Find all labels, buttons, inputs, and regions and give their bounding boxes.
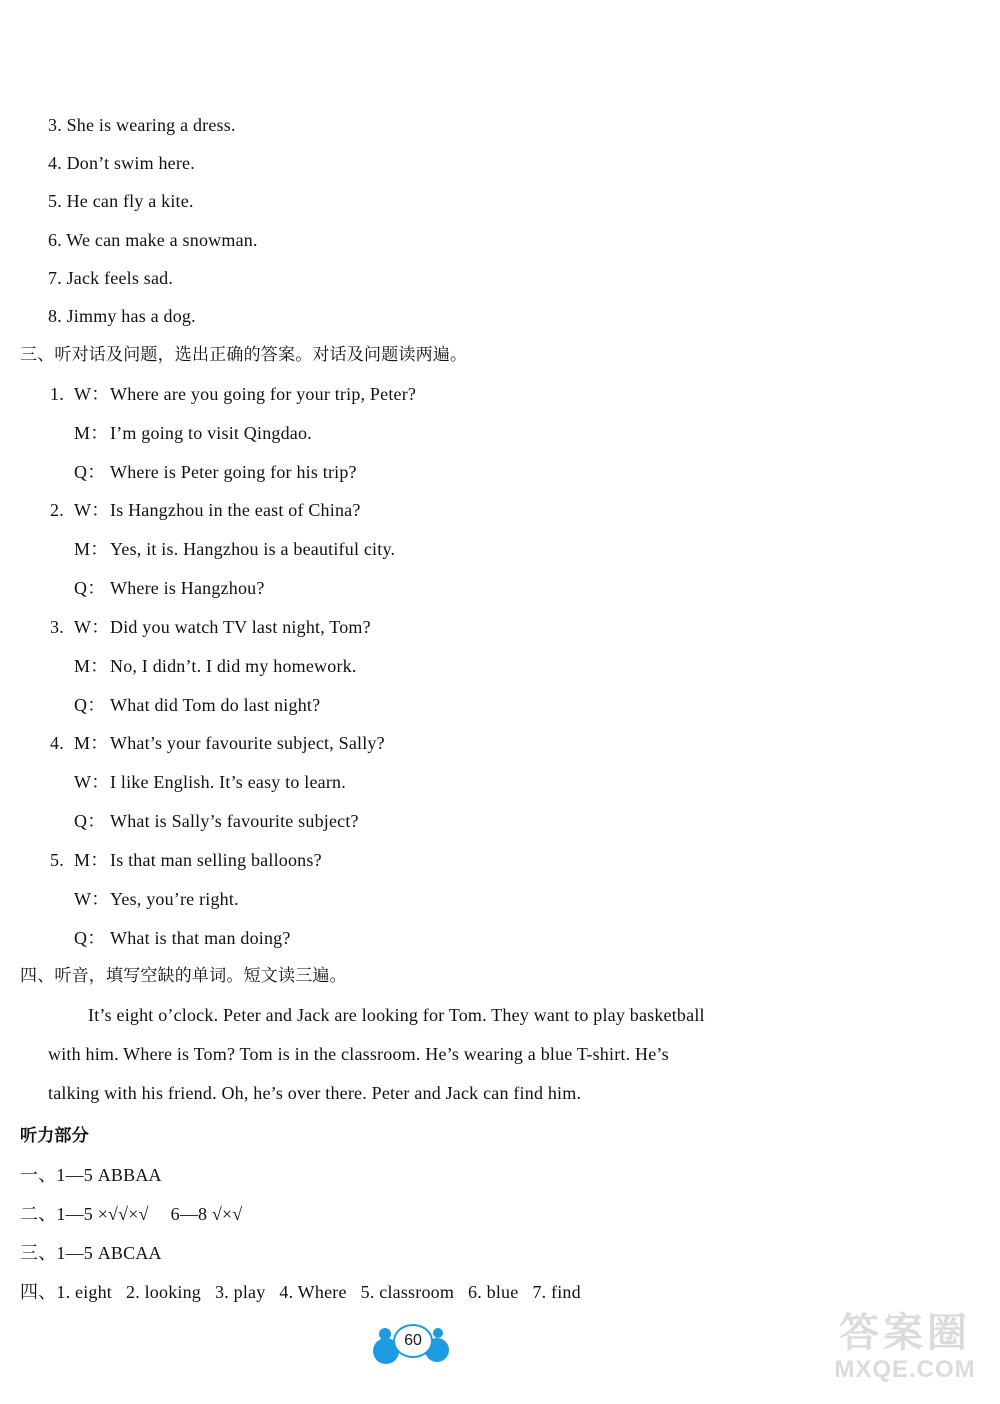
dialogue-text: Did you watch TV last night, Tom? bbox=[110, 617, 371, 637]
dialogue-2-line-1 bbox=[50, 498, 361, 522]
section3-heading: 三、听对话及问题，选出正确的答案。对话及问题读两遍。 bbox=[20, 345, 468, 365]
answer-word: 1. eight bbox=[56, 1282, 112, 1302]
answer-label: 一、 bbox=[20, 1165, 57, 1185]
answer-section-1 bbox=[20, 1163, 162, 1187]
answer-word: 2. looking bbox=[126, 1282, 202, 1302]
part2-item-5: 5. He can fly a kite. bbox=[48, 191, 194, 211]
dialogue-3-line-1 bbox=[50, 615, 371, 639]
dialogue-text: Yes, it is. Hangzhou is a beautiful city. bbox=[110, 539, 396, 559]
speaker-label: W： bbox=[74, 889, 110, 909]
answer-section-2 bbox=[20, 1202, 242, 1226]
dialogue-3-question bbox=[74, 693, 320, 717]
dialogue-text: Where is Peter going for his trip? bbox=[110, 462, 357, 482]
speaker-label: M： bbox=[74, 423, 109, 443]
dialogue-5-line-1 bbox=[50, 848, 322, 872]
dialogue-2-question bbox=[74, 576, 265, 600]
dialogue-number: 2. bbox=[50, 500, 64, 520]
answer-label: 四、 bbox=[20, 1282, 57, 1302]
dialogue-3-line-2 bbox=[74, 654, 357, 678]
section4-heading: 四、听音，填写空缺的单词。短文读三遍。 bbox=[20, 966, 347, 986]
answer-word: 3. play bbox=[215, 1282, 266, 1302]
answer-section-4 bbox=[20, 1280, 595, 1304]
speaker-label: Q： bbox=[74, 462, 106, 482]
speaker-label: W： bbox=[74, 384, 110, 404]
page-number-badge bbox=[373, 1322, 449, 1366]
bubble-decoration bbox=[379, 1328, 391, 1340]
answer-key-title: 听力部分 bbox=[20, 1126, 89, 1146]
answer-text: 1—5 ABCAA bbox=[56, 1243, 162, 1263]
dialogue-text: Where are you going for your trip, Peter? bbox=[110, 384, 417, 404]
answer-word: 7. find bbox=[532, 1282, 581, 1302]
speaker-label: M： bbox=[74, 733, 109, 753]
dialogue-5-line-2 bbox=[74, 887, 239, 911]
watermark-url: MXQE.COM bbox=[834, 1356, 976, 1383]
dialogue-1-line-2 bbox=[74, 421, 312, 445]
watermark-logo bbox=[816, 1310, 994, 1394]
speaker-label: Q： bbox=[74, 811, 106, 831]
answer-word: 5. classroom bbox=[360, 1282, 455, 1302]
dialogue-text: Is Hangzhou in the east of China? bbox=[110, 500, 361, 520]
dialogue-number: 3. bbox=[50, 617, 64, 637]
page-number: 60 bbox=[393, 1324, 433, 1358]
part2-item-6: 6. We can make a snowman. bbox=[48, 230, 258, 250]
dialogue-4-line-1 bbox=[50, 731, 385, 755]
speaker-label: Q： bbox=[74, 928, 106, 948]
dialogue-5-question bbox=[74, 926, 291, 950]
part2-item-3: 3. She is wearing a dress. bbox=[48, 115, 236, 135]
part2-item-8: 8. Jimmy has a dog. bbox=[48, 306, 196, 326]
part2-item-4: 4. Don’t swim here. bbox=[48, 153, 195, 173]
dialogue-4-line-2 bbox=[74, 770, 346, 794]
answer-word: 4. Where bbox=[279, 1282, 347, 1302]
speaker-label: W： bbox=[74, 617, 110, 637]
dialogue-number: 4. bbox=[50, 733, 64, 753]
speaker-label: M： bbox=[74, 539, 109, 559]
dialogue-2-line-2 bbox=[74, 537, 395, 561]
dialogue-number: 5. bbox=[50, 850, 64, 870]
speaker-label: M： bbox=[74, 850, 109, 870]
dialogue-4-question bbox=[74, 809, 359, 833]
dialogue-text: What is that man doing? bbox=[110, 928, 291, 948]
passage-line-3: talking with his friend. Oh, he’s over there. Peter and Jack can find him. bbox=[48, 1083, 582, 1103]
answer-text: 1—5 ABBAA bbox=[56, 1165, 162, 1185]
dialogue-text: Where is Hangzhou? bbox=[110, 578, 265, 598]
dialogue-1-line-1 bbox=[50, 382, 416, 406]
speaker-label: Q： bbox=[74, 578, 106, 598]
watermark-text: 答案圈 bbox=[839, 1311, 971, 1355]
dialogue-text: I’m going to visit Qingdao. bbox=[110, 423, 312, 443]
answer-label: 三、 bbox=[20, 1243, 57, 1263]
dialogue-text: Is that man selling balloons? bbox=[110, 850, 322, 870]
dialogue-text: I like English. It’s easy to learn. bbox=[110, 772, 346, 792]
dialogue-text: No, I didn’t. I did my homework. bbox=[110, 656, 357, 676]
answer-group-1: 1—5 ×√√×√ bbox=[56, 1204, 149, 1224]
passage-line-1: It’s eight o’clock. Peter and Jack are looking for Tom. They want to play basketball bbox=[88, 1005, 705, 1025]
speaker-label: Q： bbox=[74, 695, 106, 715]
speaker-label: W： bbox=[74, 500, 110, 520]
dialogue-text: What is Sally’s favourite subject? bbox=[110, 811, 359, 831]
dialogue-number: 1. bbox=[50, 384, 64, 404]
dialogue-1-question bbox=[74, 460, 357, 484]
answer-word: 6. blue bbox=[468, 1282, 519, 1302]
speaker-label: M： bbox=[74, 656, 109, 676]
answer-group-2: 6—8 √×√ bbox=[170, 1204, 243, 1224]
part2-item-7: 7. Jack feels sad. bbox=[48, 268, 174, 288]
dialogue-text: What’s your favourite subject, Sally? bbox=[110, 733, 385, 753]
speaker-label: W： bbox=[74, 772, 110, 792]
passage-line-2: with him. Where is Tom? Tom is in the classroom. He’s wearing a blue T-shirt. He’s bbox=[48, 1044, 669, 1064]
answer-label: 二、 bbox=[20, 1204, 57, 1224]
dialogue-text: What did Tom do last night? bbox=[110, 695, 321, 715]
answer-section-3 bbox=[20, 1241, 162, 1265]
dialogue-text: Yes, you’re right. bbox=[110, 889, 239, 909]
bubble-decoration bbox=[433, 1328, 443, 1338]
